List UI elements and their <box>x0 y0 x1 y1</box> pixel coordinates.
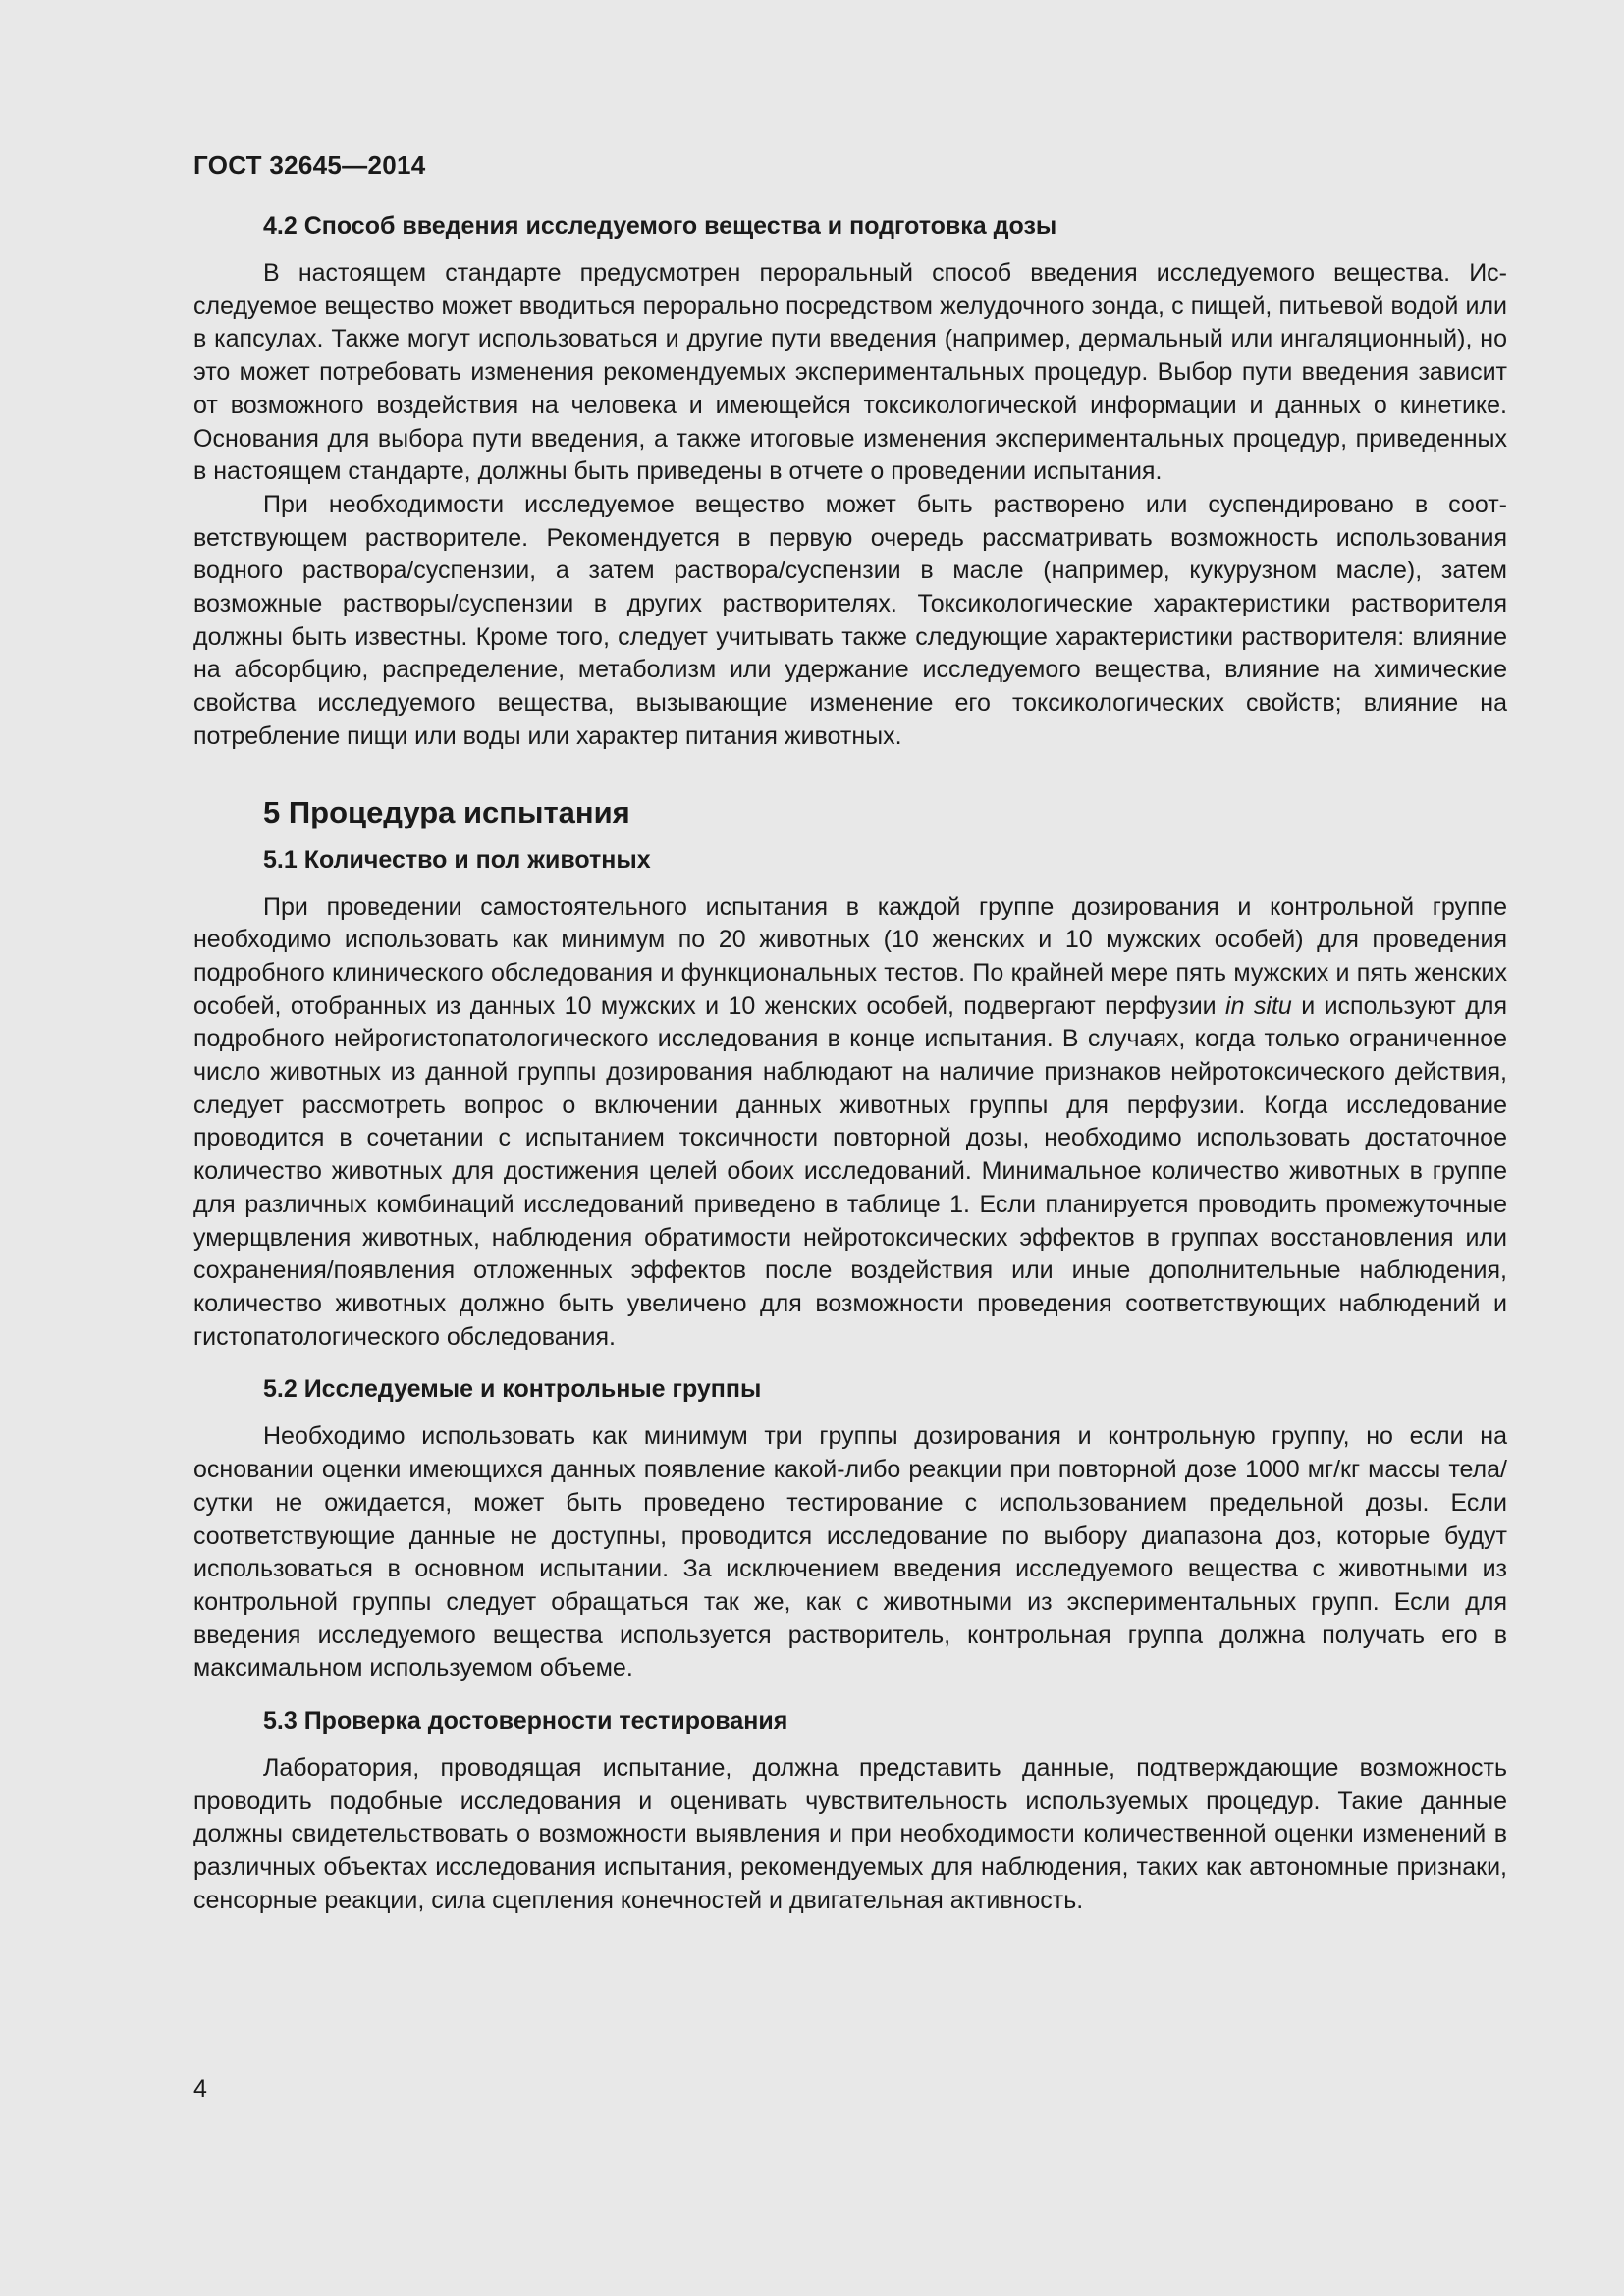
page-number: 4 <box>193 2075 207 2103</box>
section-4-2-heading: 4.2 Способ введения исследуемого вещества и подготовка дозы <box>263 212 1057 240</box>
section-5-1-text-start: При проведении самостоятельного испытания в каждой группе дозирования и контрольной группе необходимо использовать как минимум по 20 животных (10 женских и 10 мужских особей) для проведения подробного клинического обследования и функциональных тестов. По крайней мере пять мужских и пять женских особей, отобранных из данных 10 мужских и 10 женских особей, подвергают перфузии <box>193 892 1507 1020</box>
section-5-2-heading: 5.2 Исследуемые и контрольные группы <box>263 1375 762 1404</box>
section-5-1-heading: 5.1 Количество и пол животных <box>263 845 651 874</box>
section-5-3-paragraph: Лаборатория, проводящая испытание, должна представить данные, подтверждающие возможность проводить подобные исследования и оценивать чувствительность используемых процедур. Такие данные должны свидетельствовать о возможности выявления и при необходимости количественной оценки изменений в различных объектах исследования испытания, рекомендуемых для наблюдения, таких как автономные признаки, сенсорные реакции, сила сцепления конечностей и двигательная активность. <box>193 1754 1507 1914</box>
document-page <box>193 145 1507 1918</box>
section-5-heading: 5 Процедура испытания <box>263 794 630 829</box>
section-5-1-text-end: и используют для подробного нейрогистопатологического исследования в конце испытания. В случаях, когда только ограниченное число животных из данной группы дозирования наблюдают на наличие признаков нейротоксического действия, следует рассмотреть вопрос о включении данных животных группы для перфузии. Когда исследование проводится в сочетании с испытанием токсичности повторной дозы, необходимо использовать достаточное количество животных для достижения целей обоих исследований. Минимальное количество животных в группе для различных комбинаций исследований приведено в таблице 1. Если планируется проводить промежуточные умерщвления животных, наблюдения обратимости нейротоксических эффектов в группах восстановления или сохранения/появления отложенных эффектов после воздействия или иные дополнительные наблюдения, количество животных должно быть увеличено для возможности проведения соответствующих наблюдений и гистопатологического обследования. <box>193 991 1507 1351</box>
in-situ-term: in situ <box>1225 991 1292 1020</box>
section-4-2-paragraph-2: При необходимости исследуемое вещество может быть растворено или суспендировано в соответствующем растворителе. Рекомендуется в первую очередь рассматривать возможность использования водного раствора/суспензии, а затем раствора/суспензии в масле (например, кукурузном масле), затем возможные растворы/суспензии в других растворителях. Токсикологические характеристики растворителя должны быть известны. Кроме того, следует учитывать также следующие характеристики растворителя: влияние на абсорбцию, распределение, метаболизм или удержание исследуемого вещества, влияние на химические свойства исследуемого вещества, вызывающие изменение его токсикологических свойств; влияние на потребление пищи или воды или характер питания животных. <box>193 490 1507 750</box>
section-5-3-heading: 5.3 Проверка достоверности тестирования <box>263 1707 788 1735</box>
section-5-2-paragraph: Необходимо использовать как минимум три группы дозирования и контрольную группу, но если на основании оценки имеющихся данных появление какой-либо реакции при повторной дозе 1000 мг/кг массы тела/сутки не ожидается, может быть проведено тестирование с использованием предельной дозы. Если соответствующие данные не доступны, проводится исследование по выбору диапазона доз, которые будут использоваться в основном испытании. За исключением введения исследуемого вещества с животными из контрольной группы следует обращаться так же, как с животными из экспериментальных групп. Если для введения исследуемого вещества используется растворитель, контрольная группа должна получать его в максимальном используемом объеме. <box>193 1422 1507 1682</box>
section-4-2-paragraph-1: В настоящем стандарте предусмотрен пероральный способ введения исследуемого вещества. Исследуемое вещество может вводиться перорально посредством желудочного зонда, с пищей, питьевой водой или в капсулах. Также могут использоваться и другие пути введения (например, дермальный или ингаляционный), но это может потребовать изменения рекомендуемых экспериментальных процедур. Выбор пути введения зависит от возможного воздействия на человека и имеющейся токсикологической информации и данных о кинетике. Основания для выбора пути введения, а также итоговые изменения экспериментальных процедур, приведенных в настоящем стандарте, должны быть приведены в отчете о проведении испытания. <box>193 259 1507 486</box>
standard-header: ГОСТ 32645—2014 <box>193 150 426 180</box>
section-5-1-paragraph <box>193 891 1507 1355</box>
